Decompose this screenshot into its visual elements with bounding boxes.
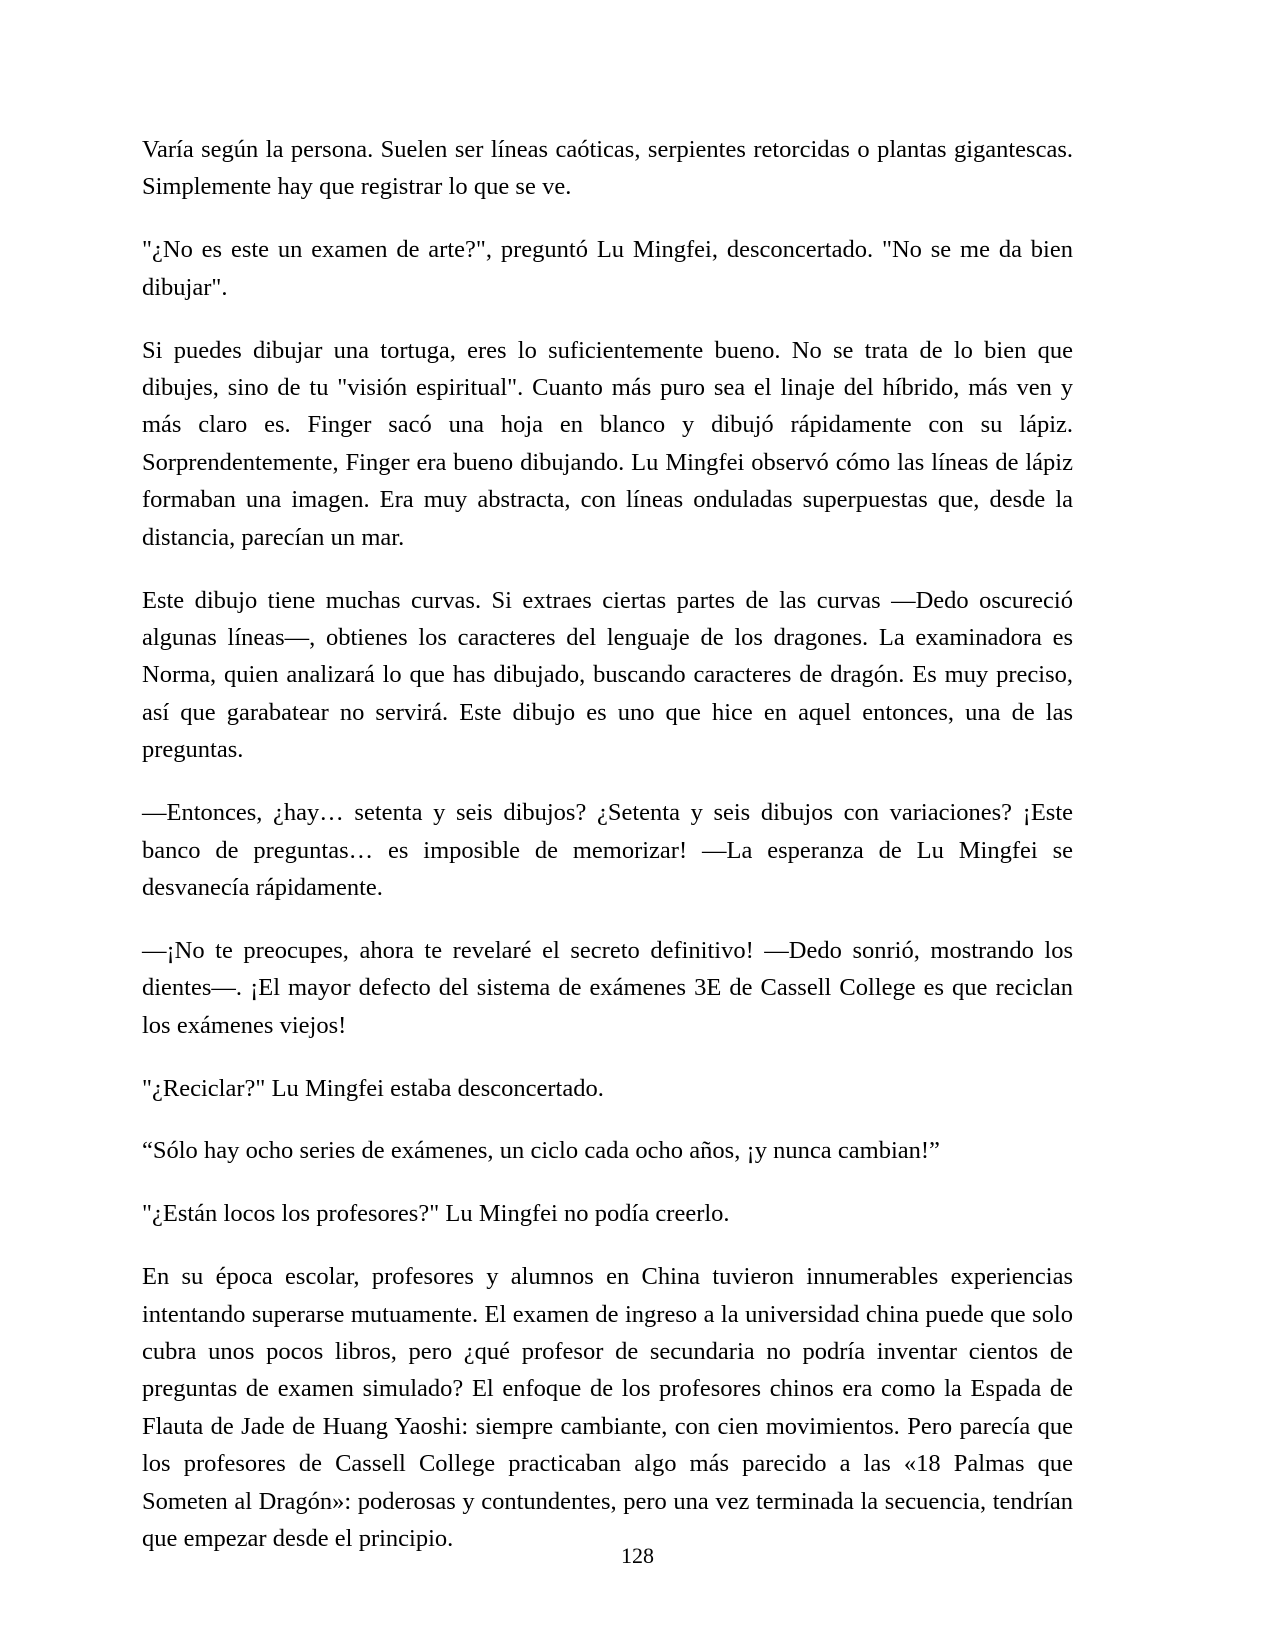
page-number: 128	[621, 1543, 654, 1568]
body-text-column	[142, 131, 1073, 1558]
paragraph-4: Este dibujo tiene muchas curvas. Si extraes ciertas partes de las curvas —Dedo oscureció algunas líneas—, obtienes los caracteres del lenguaje de los dragones. La examinadora es Norma, quien analizará lo que has dibujado, buscando caracteres de dragón. Es muy preciso, así que garabatear no servirá. Este dibujo es uno que hice en aquel entonces, una de las preguntas.	[142, 586, 1073, 764]
paragraph-9: "¿Están locos los profesores?" Lu Mingfei no podía creerlo.	[142, 1200, 730, 1228]
paragraph-8: “Sólo hay ocho series de exámenes, un ciclo cada ocho años, ¡y nunca cambian!”	[142, 1137, 940, 1165]
paragraph-10: En su época escolar, profesores y alumnos en China tuvieron innumerables experiencias intentando superarse mutuamente. El examen de ingreso a la universidad china puede que solo cubra unos pocos libros, pero ¿qué profesor de secundaria no podría inventar cientos de preguntas de examen simulado? El enfoque de los profesores chinos era como la Espada de Flauta de Jade de Huang Yaoshi: siempre cambiante, con cien movimientos. Pero parecía que los profesores de Cassell College practicaban algo más parecido a las «18 Palmas que Someten al Dragón»: poderosas y contundentes, pero una vez terminada la secuencia, tendrían que empezar desde el principio.	[142, 1263, 1073, 1553]
paragraph-2: "¿No es este un examen de arte?", preguntó Lu Mingfei, desconcertado. "No se me da bien dibujar".	[142, 236, 1073, 301]
paragraph-7: "¿Reciclar?" Lu Mingfei estaba desconcertado.	[142, 1074, 604, 1102]
paragraph-1: Varía según la persona. Suelen ser líneas caóticas, serpientes retorcidas o plantas gigantescas. Simplemente hay que registrar lo que se ve.	[142, 136, 1073, 201]
paragraph-5: —Entonces, ¿hay… setenta y seis dibujos? ¿Setenta y seis dibujos con variaciones? ¡Este banco de preguntas… es imposible de memorizar! —La esperanza de Lu Mingfei se desvanecía rápidamente.	[142, 799, 1073, 901]
paragraph-3: Si puedes dibujar una tortuga, eres lo suficientemente bueno. No se trata de lo bien que dibujes, sino de tu "visión espiritual". Cuanto más puro sea el linaje del híbrido, más ven y más claro es. Finger sacó una hoja en blanco y dibujó rápidamente con su lápiz. Sorprendentemente, Finger era bueno dibujando. Lu Mingfei observó cómo las líneas de lápiz formaban una imagen. Era muy abstracta, con líneas onduladas superpuestas que, desde la distancia, parecían un mar.	[142, 336, 1073, 551]
paragraph-6: —¡No te preocupes, ahora te revelaré el secreto definitivo! —Dedo sonrió, mostrando los dientes—. ¡El mayor defecto del sistema de exámenes 3E de Cassell College es que reciclan los exámenes viejos!	[142, 936, 1073, 1039]
